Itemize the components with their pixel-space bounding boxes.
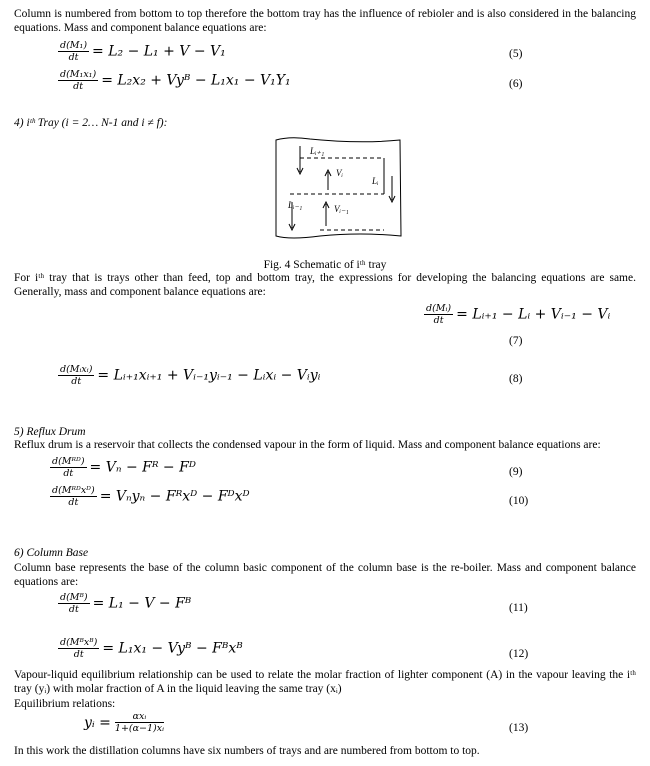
eq11-numerator: d(Mᴮ)	[60, 592, 88, 603]
equation-8	[58, 364, 320, 387]
eq8-numerator: d(Mᵢxᵢ)	[60, 364, 93, 375]
column-outline	[276, 138, 401, 238]
eq12-number: (12)	[509, 648, 529, 660]
eq6-numerator: d(M₁x₁)	[60, 69, 97, 80]
eq6-denominator: dt	[73, 81, 84, 92]
equation-11	[58, 592, 191, 615]
equation-7	[424, 303, 610, 326]
tray-schematic-figure	[270, 136, 406, 244]
label-li-minus-1: Lᵢ₋₁	[288, 200, 303, 210]
eq12-denominator: dt	[73, 649, 84, 660]
label-li-plus-1: Lᵢ₊₁	[310, 146, 325, 156]
ith-tray-paragraph: For iᵗʰ tray that is trays other than feed, top and bottom tray, the expressions for developing the balancing equations are same. Generally, mass and component balance equations are:	[14, 272, 636, 298]
label-li: Lᵢ	[372, 176, 379, 186]
eq12-rhs: = L₁x₁ − Vyᴮ − Fᴮxᴮ	[102, 640, 243, 657]
eq7-number: (7)	[509, 335, 523, 347]
eq7-denominator: dt	[433, 315, 444, 326]
eq7-rhs: = Lᵢ₊₁ − Lᵢ + Vᵢ₋₁ − Vᵢ	[456, 306, 611, 323]
eq13-numerator: αxᵢ	[115, 711, 164, 723]
eq13-lhs: yᵢ =	[84, 714, 111, 731]
equation-12	[58, 637, 243, 660]
eq6-rhs: = L₂x₂ + Vyᴮ − L₁x₁ − V₁Y₁	[101, 72, 291, 89]
label-vi: Vᵢ	[336, 168, 343, 178]
equation-13	[84, 711, 167, 734]
equation-9	[50, 456, 196, 479]
equation-10	[50, 485, 250, 508]
equilibrium-relations-label: Equilibrium relations:	[14, 698, 116, 710]
closing-paragraph: In this work the distillation columns have six numbers of trays and are numbered from bottom to top.	[14, 745, 480, 757]
eq11-denominator: dt	[68, 604, 79, 615]
intro-paragraph: Column is numbered from bottom to top therefore the bottom tray has the influence of rebioler and is also considered in the balancing equations. Mass and component balance equations are:	[14, 8, 636, 34]
eq9-denominator: dt	[63, 468, 74, 479]
column-base-paragraph: Column base represents the base of the column basic component of the column base is the re-boiler. Mass and component balance equations are:	[14, 562, 636, 588]
eq13-number: (13)	[509, 722, 529, 734]
vle-paragraph: Vapour-liquid equilibrium relationship can be used to relate the molar fraction of lighter component (A) in the vapour leaving the iᵗʰ tray (yᵢ) with molar fraction of A in the liquid leaving the same tray (xᵢ)	[14, 669, 636, 695]
eq11-number: (11)	[509, 602, 528, 614]
eq5-number: (5)	[509, 48, 523, 60]
eq10-numerator: d(Mᴿᴰxᴰ)	[52, 485, 95, 496]
eq5-rhs: = L₂ − L₁ + V − V₁	[92, 43, 226, 60]
eq5-denominator: dt	[68, 52, 79, 63]
eq12-numerator: d(Mᴮxᴮ)	[60, 637, 98, 648]
eq8-denominator: dt	[71, 376, 82, 387]
section-6-heading: 6) Column Base	[14, 547, 89, 559]
eq10-number: (10)	[509, 495, 529, 507]
eq9-number: (9)	[509, 466, 523, 478]
section-5-heading: 5) Reflux Drum	[14, 426, 86, 438]
eq13-denominator: 1+(α−1)xᵢ	[114, 723, 165, 734]
eq9-numerator: d(Mᴿᴰ)	[52, 456, 85, 467]
eq9-rhs: = Vₙ − Fᴿ − Fᴰ	[89, 459, 196, 476]
figure-caption: Fig. 4 Schematic of iᵗʰ tray	[263, 259, 387, 271]
section-4-heading: 4) iᵗʰ Tray (i = 2… N-1 and i ≠ f):	[14, 117, 168, 129]
eq6-number: (6)	[509, 78, 523, 90]
eq7-numerator: d(Mᵢ)	[426, 303, 452, 314]
reflux-drum-paragraph: Reflux drum is a reservoir that collects the condensed vapour in the form of liquid. Mass and component balance equations are:	[14, 439, 601, 451]
eq8-number: (8)	[509, 373, 523, 385]
equation-5	[58, 40, 226, 63]
equation-6	[58, 69, 291, 92]
eq5-numerator: d(M₁)	[60, 40, 88, 51]
eq10-denominator: dt	[68, 497, 79, 508]
eq11-rhs: = L₁ − V − Fᴮ	[92, 595, 192, 612]
eq10-rhs: = Vₙyₙ − Fᴿxᴰ − Fᴰxᴰ	[99, 488, 250, 505]
label-vi-minus-1: Vᵢ₋₁	[334, 204, 349, 214]
eq8-rhs: = Lᵢ₊₁xᵢ₊₁ + Vᵢ₋₁yᵢ₋₁ − Lᵢxᵢ − Vᵢyᵢ	[97, 367, 321, 384]
